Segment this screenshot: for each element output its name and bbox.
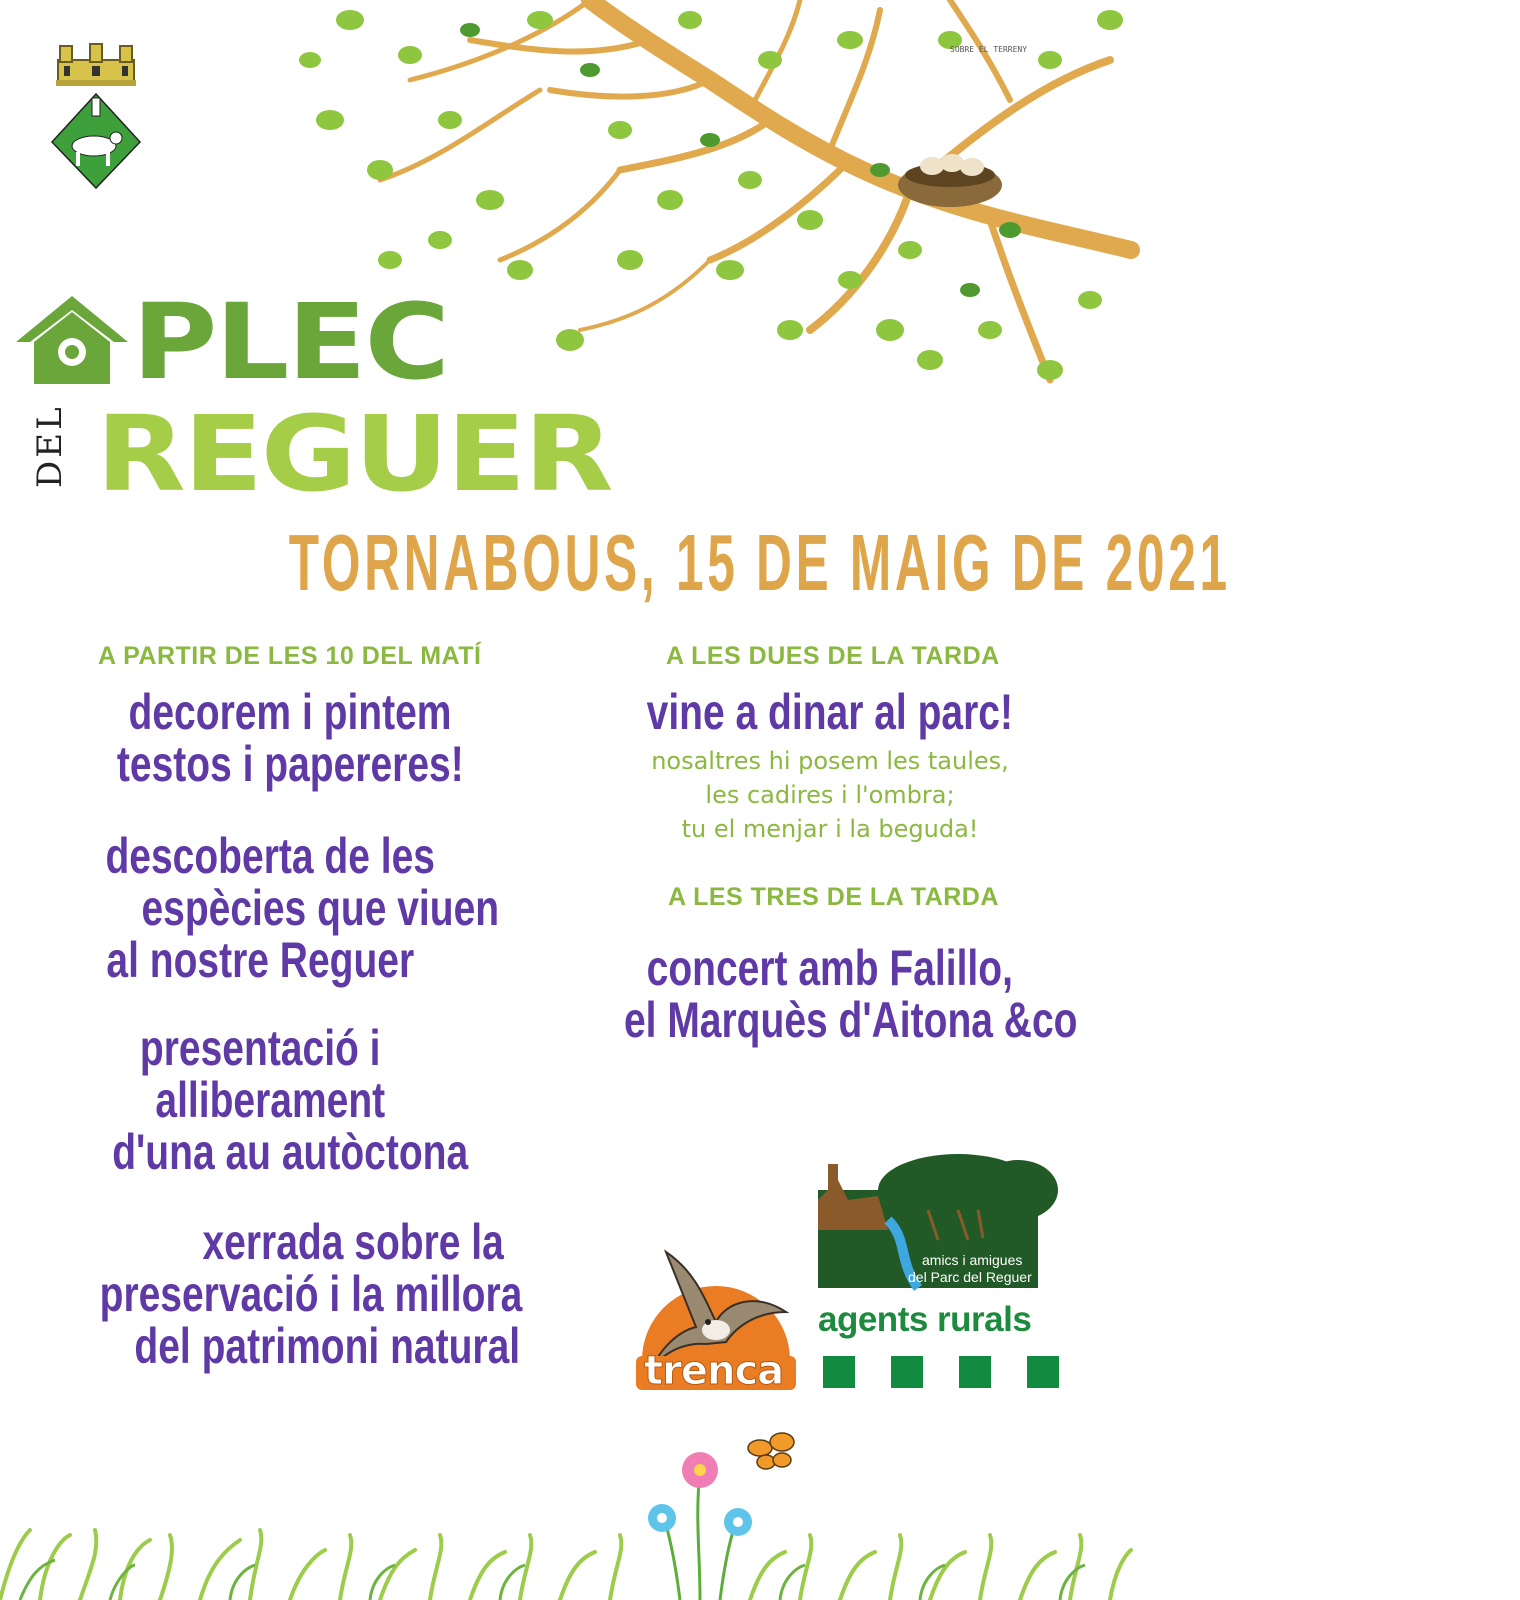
illustration-credit: SOBRE EL TERRENY bbox=[950, 45, 1028, 54]
concert-text: concert amb Falillo, el Marquès d'Aitona &co bbox=[623, 940, 1078, 1048]
agents-rurals-text: agents rurals bbox=[818, 1300, 1032, 1339]
morning-heading: A PARTIR DE LES 10 DEL MATÍ bbox=[98, 642, 482, 670]
concert-heading: A LES TRES DE LA TARDA bbox=[668, 883, 999, 911]
event-date: TORNABOUS, 15 DE MAIG DE 2021 bbox=[288, 518, 1231, 607]
lunch-heading: A LES DUES DE LA TARDA bbox=[666, 642, 1000, 670]
birdhouse-icon bbox=[12, 292, 132, 387]
title-del: DEL bbox=[30, 404, 70, 488]
activity-paint: decorem i pintem testos i papereres! bbox=[116, 684, 464, 792]
date-line-wrap bbox=[0, 517, 1231, 609]
lunch-note: nosaltres hi posem les taules, les cadires i l'ombra; tu el menjar i la beguda! bbox=[651, 747, 1009, 843]
grass-illustration bbox=[0, 1440, 1131, 1600]
activity-bird-release: presentació i alliberament d'una au autòctona bbox=[112, 1020, 468, 1180]
activity-talk: xerrada sobre la preservació i la millora del patrimoni natural bbox=[99, 1214, 523, 1374]
activity-species: descoberta de les espècies que viuen al nostre Reguer bbox=[105, 828, 499, 988]
lunch-title: vine a dinar al parc! bbox=[646, 684, 1014, 740]
title-plec: PLEC bbox=[132, 281, 448, 403]
trenca-text: trenca bbox=[644, 1348, 784, 1394]
amics-text: amics i amigues del Parc del Reguer bbox=[908, 1252, 1032, 1285]
agents-rurals-squares bbox=[823, 1356, 1063, 1390]
coat-of-arms-logo bbox=[48, 42, 144, 190]
title-reguer: REGUER bbox=[96, 393, 612, 515]
